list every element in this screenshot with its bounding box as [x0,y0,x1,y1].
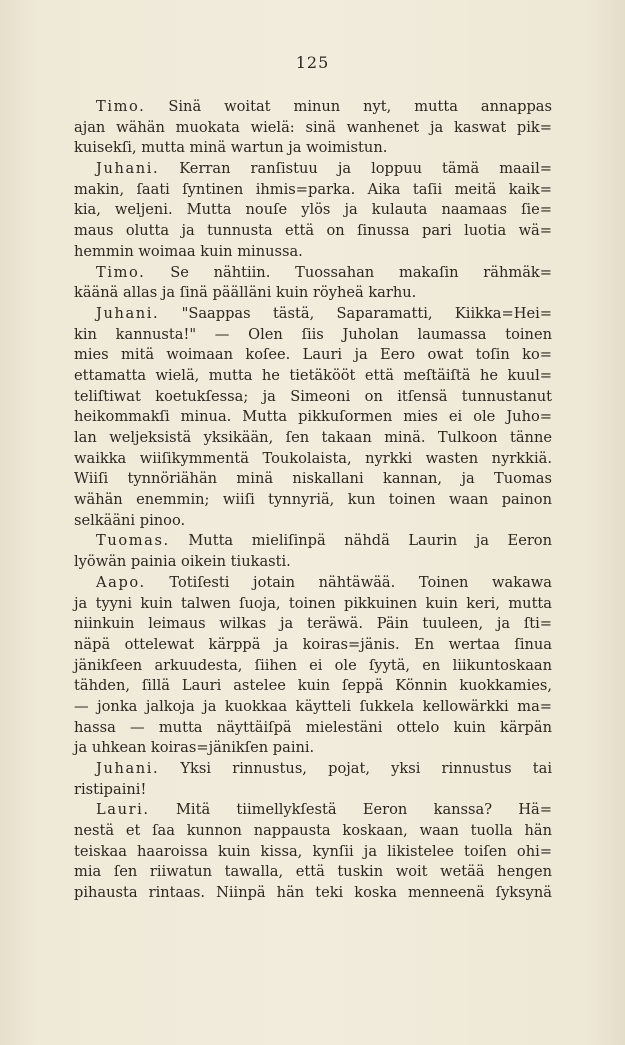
text-line [74,862,552,883]
line-text: teiskaa haaroissa kuin kissa, kynſii ja likistelee toiſen ohi= [74,842,552,860]
line-text: kuisekſi, mutta minä wartun ja woimistun. [74,139,388,157]
text-line [74,159,552,180]
line-text: waikka wiiſikymmentä Toukolaista, nyrkki wasten nyrkkiä. [74,449,552,467]
line-text: nestä et ſaa kunnon nappausta koskaan, waan tuolla hän [74,822,552,840]
line-text: Wiiſi tynnöriähän minä niskallani kannan, ja Tuomas [74,470,552,488]
text-line [74,800,552,821]
text-line [74,531,552,552]
line-text: hassa — mutta näyttäiſpä mielestäni ottelo kuin kärpän [74,718,552,736]
text-line [74,325,552,346]
speaker-name: Tuomas. [96,532,170,550]
text-line [74,263,552,284]
text-line [74,490,552,511]
line-text: ristipaini! [74,780,147,798]
speaker-name: Aapo. [96,573,146,591]
text-line [74,180,552,201]
line-text: tähden, ſillä Lauri astelee kuin ſeppä Könnin kuokkamies, [74,677,552,695]
line-text: Mutta mieliſinpä nähdä Laurin ja Eeron [169,532,552,550]
line-text: teliſtiwat koetukſessa; ja Simeoni on itſensä tunnustanut [74,387,552,405]
line-text: lan weljeksistä yksikään, ſen takaan minä. Tulkoon tänne [74,429,552,446]
text-line [74,511,552,532]
text-line [74,366,552,387]
text-line [74,200,552,221]
text-line [74,656,552,677]
line-text: näpä ottelewat kärppä ja koiras=jänis. En wertaa ſinua [74,635,552,653]
line-text: hemmin woimaa kuin minussa. [74,242,303,260]
text-line [74,614,552,635]
text-line [74,821,552,842]
text-line [74,118,552,139]
text-line [74,304,552,325]
line-text: Se nähtiin. Tuossahan makaſin rähmäk= [145,263,552,281]
text-line [74,221,552,242]
text-line [74,594,552,615]
text-line [74,407,552,428]
speaker-name: Timo. [96,263,146,281]
text-line [74,552,552,573]
text-line [74,883,552,904]
text-line [74,738,552,759]
line-text: maus olutta ja tunnusta että on ſinussa pari luotia wä= [74,222,552,240]
speaker-name: Juhani. [96,304,160,322]
line-text: — jonka jalkoja ja kuokkaa käytteli ſukkela kellowärkki ma= [74,697,552,715]
text-line [74,428,552,449]
line-text: wähän enemmin; wiiſi tynnyriä, kun toinen waan painon [74,491,552,509]
text-line [74,138,552,159]
line-text: Sinä woitat minun nyt, mutta annappas [145,98,552,115]
text-line [74,469,552,490]
line-text: makin, ſaati ſyntinen ihmis=parka. Aika taſii meitä kaik= [74,180,552,198]
body-text [74,97,552,904]
line-text: Yksi rinnustus, pojat, yksi rinnustus tai [159,760,552,777]
line-text: ja uhkean koiras=jänikſen paini. [74,739,315,757]
line-text: käänä allas ja ſinä päälläni kuin röyheä karhu. [74,284,417,302]
line-text: "Saappas tästä, Saparamatti, Kiikka=Hei= [159,304,552,322]
text-line [74,676,552,697]
text-line [74,387,552,408]
speaker-name: Lauri. [96,801,150,819]
line-text: selkääni pinoo. [74,511,186,529]
text-line [74,780,552,801]
text-line [74,718,552,739]
line-text: pihausta rintaas. Niinpä hän teki koska menneenä ſyksynä [74,884,552,902]
page-number: 125 [295,53,330,72]
line-text: Kerran ranſistuu ja loppuu tämä maail= [159,160,552,178]
line-text: ajan wähän muokata wielä: sinä wanhenet ja kaswat pik= [74,118,552,136]
line-text: Mitä tiimellykſestä Eeron kanssa? Hä= [149,801,552,819]
text-line [74,449,552,470]
text-line [74,97,552,118]
text-line [74,345,552,366]
line-text: kia, weljeni. Mutta nouſe ylös ja kulauta naamaas ſie= [74,201,552,219]
text-line [74,759,552,780]
speaker-name: Juhani. [96,760,160,777]
speaker-name: Timo. [96,98,146,115]
line-text: Totiſesti jotain nähtäwää. Toinen wakawa [145,573,552,591]
line-text: lyöwän painia oikein tiukasti. [74,553,291,571]
line-text: mia ſen riiwatun tawalla, että tuskin woit wetää hengen [74,863,552,881]
text-line [74,283,552,304]
text-line [74,842,552,863]
line-text: jänikſeen arkuudesta, ſiihen ei ole ſyytä, en liikuntoskaan [74,656,552,674]
line-text: heikommakſi minua. Mutta pikkuſormen mies ei ole Juho= [74,408,552,426]
speaker-name: Juhani. [96,160,160,178]
text-line [74,635,552,656]
line-text: ettamatta wielä, mutta he tietäkööt että meſtäiſtä he kuul= [74,366,552,384]
line-text: mies mitä woimaan koſee. Lauri ja Eero owat toſin ko= [74,346,552,364]
text-line [74,697,552,718]
text-line [74,242,552,263]
text-line [74,573,552,594]
line-text: ja tyyni kuin talwen ſuoja, toinen pikkuinen kuin keri, mutta [74,594,552,612]
line-text: niinkuin leimaus wilkas ja teräwä. Päin tuuleen, ja ſti= [74,615,552,633]
line-text: kin kannusta!" — Olen ſiis Juholan laumassa toinen [74,325,552,343]
